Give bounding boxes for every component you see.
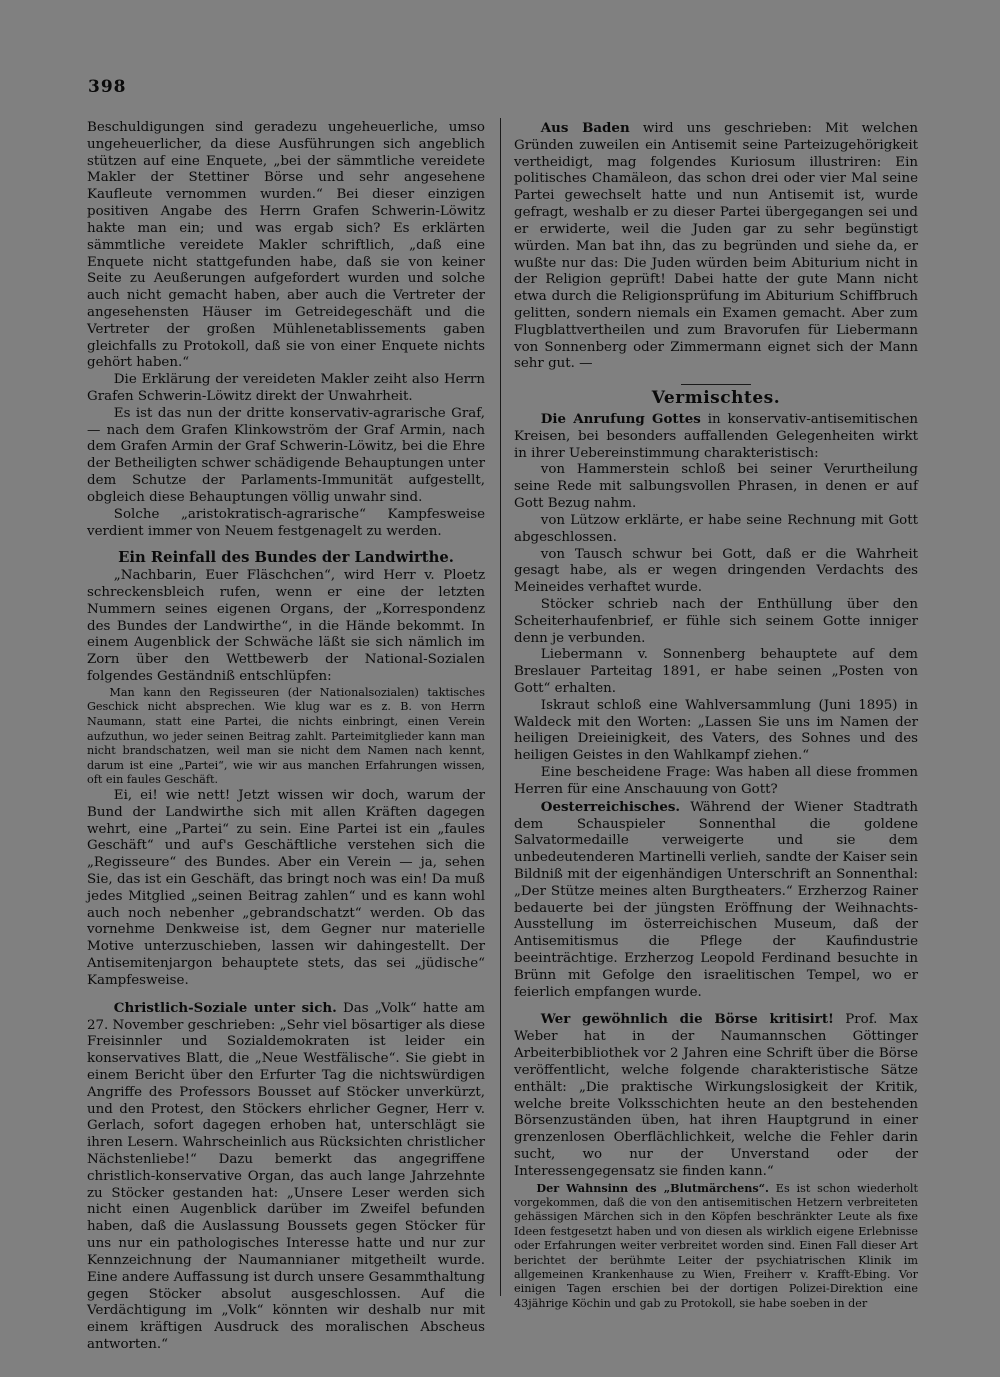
paragraph: Die Erklärung der vereideten Makler zeiht also Herrn Grafen Schwerin-Löwitz direkt der Unwahrheit. [87, 372, 485, 404]
paragraph: von Lützow erklärte, er habe seine Rechnung mit Gott abgeschlossen. [514, 512, 918, 545]
run-in-heading: Die Anrufung Gottes [540, 411, 701, 427]
column-rule [500, 118, 501, 1296]
paragraph-text: Während der Wiener Stadtrath dem Schauspieler Sonnenthal die goldene Salvatormedaille verweigerte und sie dem unbedeutenderen Martinelli verlieh, sandte der Kaiser sein Bildniß mit der eigenhändigen Unterschrift an Sonnenthal: „Der Stütze meines alten Burgtheaters.“ Erzherzog Rainer bedauerte bei der jüngsten Eröffnung der Weihnachts-Ausstellung im österreichischen Museum, daß der Antisemitismus die Pflege der Kaufindustrie beeinträchtige. Erzherzog Leopold Ferdinand besuchte in Brünn mit Gefolge den israelitischen Tempel, wo er feierlich empfangen wurde. [514, 799, 918, 1000]
spacer [87, 990, 485, 1000]
paragraph [514, 799, 918, 1002]
article-heading: Ein Reinfall des Bundes der Landwirthe. [118, 549, 454, 567]
paragraph: Stöcker schrieb nach der Enthüllung über den Scheiterhaufenbrief, er fühle sich seinem Gotte inniger denn je verbunden. [514, 596, 918, 646]
paragraph [514, 411, 918, 462]
paragraph: Eine bescheidene Frage: Was haben all diese frommen Herren für eine Anschauung von Gott? [514, 765, 918, 797]
paragraph: Es ist das nun der dritte konservativ-agrarische Graf, — nach dem Grafen Klinkowström der Graf Armin, nach dem Grafen Armin der Graf Schwerin-Löwitz, bei die Ehre der Betheiligten schwer schädigende Behauptungen unter dem Schutze der Parlaments-Immunität aufgestellt, obgleich diese Behauptungen völlig unwahr sind. [87, 405, 485, 505]
paragraph: Beschuldigungen sind geradezu ungeheuerliche, umso ungeheuerlicher, da diese Ausführungen sich angeblich stützen auf eine Enquete, „bei der sämmtliche vereidete Makler der Stettiner Börse und sehr angesehene Kaufleute vernommen wurden.“ Bei dieser einzigen positiven Angabe des Herrn Grafen Schwerin-Löwitz hakte man ein; und was ergab sich? Es erklärten sämmtliche vereidete Makler schriftlich, „daß eine Enquete nicht stattgefunden habe, daß sie von keiner Seite zu Aeußerungen aufgefordert wurden und solche auch nicht gemacht haben, aber auch die Vertreter der angesehensten Häuser im Getreidegeschäft und die Vertreter der großen Mühlenetablissements gaben gleichfalls zu Protokoll, daß sie von einer Enquete nichts gehört haben.“ [87, 120, 485, 371]
run-in-heading: Oesterreichisches. [540, 798, 681, 815]
spacer [514, 1001, 918, 1011]
paragraph-text: in konservativ-antisemitischen Kreisen, bei besonders auffallenden Gelegenheiten wirkt in ihrer Uebereinstimmung charakteristisch: [514, 412, 918, 461]
page-number: 398 [88, 77, 127, 97]
paragraph-text: Prof. Max Weber hat in der Naumannschen Göttinger Arbeiterbibliothek vor 2 Jahren eine Schrift über die Börse veröffentlicht, welche folgende charakteristische Sätze enthält: „Die praktische Wirkungslosigkeit der Kritik, welche breite Volksschichten heute an den bestehenden Börsenzuständen üben, hat ihren Hauptgrund in einer grenzenlosen Oberflächlichkeit, welche die Fehler darin sucht, wo nur der Unverstand oder der Interessengegensatz sie finden kann.“ [514, 1012, 918, 1179]
run-in-heading: Wer gewöhnlich die Börse kritisirt! [540, 1011, 834, 1028]
paragraph [514, 120, 918, 373]
section-title: Vermischtes. [651, 388, 781, 409]
run-in-heading: Christlich-Soziale unter sich. [113, 999, 337, 1016]
paragraph: Iskraut schloß eine Wahlversammlung (Juni 1895) in Waldeck mit den Worten: „Lassen Sie uns im Namen der heiligen Dreieinigkeit, des Vaters, des Sohnes und des heiligen Geistes in den Wahlkampf ziehen.“ [514, 697, 918, 764]
paragraph: von Hammerstein schloß bei seiner Verurtheilung seine Rede mit salbungsvollen Phrasen, in denen er auf Gott Bezug nahm. [514, 462, 918, 512]
paragraph: von Tausch schwur bei Gott, daß er die Wahrheit gesagt habe, als er wegen dringenden Verdachts des Meineides verhaftet wurde. [514, 546, 918, 596]
section-separator [681, 384, 751, 385]
paragraph-small [514, 1181, 918, 1312]
paragraph: Liebermann v. Sonnenberg behauptete auf dem Breslauer Parteitag 1891, er habe seinen „Posten von Gott“ erhalten. [514, 647, 918, 696]
paragraph [87, 1000, 485, 1354]
paragraph [514, 1011, 918, 1180]
paragraph-text: Das „Volk“ hatte am 27. November geschrieben: „Sehr viel bösartiger als diese Freisinnler und Sozialdemokraten ist leider ein konservatives Blatt, die „Neue Westfälische“. Sie giebt in einem Bericht über den Erfurter Tag die nichtswürdigen Angriffe des Professors Bousset auf Stöcker unverkürzt, und den Protest, den Stöckers ehrlicher Gegner, Herr v. Gerlach, sofort dagegen erhoben hat, unterschlägt sie ihren Lesern. Wahrscheinlich aus Rücksichten christlicher Nächstenliebe!“ Dazu bemerkt das angegriffene christlich-konservative Organ, das auch lange Jahrzehnte zu Stöcker gestanden hat: „Unsere Leser werden sich nicht einen Augenblick darüber im Zweifel befunden haben, daß die Auslassung Boussets gegen Stöcker für uns nur ein pathologisches Interesse hatte und nur zur Kennzeichnung der Naumannianer mitgetheilt wurde. Eine andere Auffassung ist durch unsere Gesammthaltung gegen Stöcker absolut ausgeschlossen. Auf die Verdächtigung im „Volk“ könnten wir deshalb nur mit einem kräftigen Ausdruck des moralischen Abscheus antworten.“ [87, 1000, 485, 1352]
paragraph: Ei, ei! wie nett! Jetzt wissen wir doch, warum der Bund der Landwirthe sich mit allen Kräften dagegen wehrt, eine „Partei“ zu sein. Eine Partei ist ein „faules Geschäft“ und auf's Geschäftliche verstehen sich die „Regisseure“ des Bundes. Aber ein Verein — ja, sehen Sie, das ist ein Geschäft, das bringt noch was ein! Da muß jedes Mitglied „seinen Beitrag zahlen“ und es kann wohl auch noch nebenher „gebrandschatzt“ werden. Ob das vornehme Denkweise ist, dem Gegner nur materielle Motive unterzuschieben, lassen wir dahingestellt. Der Antisemitenjargon behauptete stets, das sei „jüdische“ Kampfesweise. [87, 787, 485, 988]
paragraph-text: Es ist schon wiederholt vorgekommen, daß die von den antisemitischen Hetzern verbreiteten gehässigen Märchen sich in den Köpfen beschränkter Leute als fixe Ideen festgesetzt haben und von diesen als wirklich eigene Erlebnisse oder Erfahrungen weiter verbreitet worden sind. Einen Fall dieser Art berichtet der berühmte Leiter der psychiatrischen Klinik im allgemeinen Krankenhause zu Wien, Freiherr v. Krafft-Ebing. Vor einigen Tagen erschien bei der dortigen Polizei-Direktion eine 43jährige Köchin und gab zu Protokoll, sie habe soeben in der [514, 1181, 919, 1310]
paragraph-text: wird uns geschrieben: Mit welchen Gründen zuweilen ein Antisemit seine Parteizugehörigkeit vertheidigt, mag folgendes Kuriosum illustriren: Ein politisches Chamäleon, das schon drei oder vier Mal seine Partei gewechselt hatte und nun Antisemit ist, wurde gefragt, weshalb er zu dieser Partei übergegangen sei und er erwiderte, weil die Juden gar zu sehr begünstigt würden. Man bat ihn, das zu begründen und siehe da, er wußte nur das: Die Juden würden beim Abiturium nicht in der Religion geprüft! Dabei hatte der gute Mann nicht etwa durch die Religionsprüfung im Abiturium Schiffbruch gelitten, sondern niemals ein Examen gemacht. Aber zum Flugblattvertheilen und zum Bravorufen für Liebermann von Sonnenberg oder Zimmermann eignet sich der Mann sehr gut. — [514, 121, 918, 372]
run-in-heading: Aus Baden [540, 120, 630, 136]
left-column [87, 120, 485, 1354]
right-column [514, 120, 918, 1311]
run-in-heading: Der Wahnsinn des „Blutmärchens“. [536, 1180, 769, 1195]
paragraph: „Nachbarin, Euer Fläschchen“, wird Herr v. Ploetz schreckensbleich rufen, wenn er eine der letzten Nummern seines eigenen Organs, der „Korrespondenz des Bundes der Landwirthe“, in die Hände bekommt. In einem Augenblick der Schwäche läßt sie sich nämlich im Zorn über den Wettbewerb der National-Sozialen folgendes Geständniß entschlüpfen: [87, 568, 485, 684]
paragraph: Solche „aristokratisch-agrarische“ Kampfesweise verdient immer von Neuem festgenagelt zu werden. [87, 506, 485, 539]
block-quote: Man kann den Regisseuren (der Nationalsozialen) taktisches Geschick nicht absprechen. Wie klug war es z. B. von Herrn Naumann, statt eine Partei, die nichts einbringt, einen Verein aufzuthun, wo jeder seinen Beitrag zahlt. Parteimitglieder kann man nicht brandschatzen, weil man sie nicht dem Namen nach kennt, darum ist eine „Partei“, wie wir aus manchen Erfahrungen wissen, oft ein faules Geschäft. [87, 685, 485, 787]
